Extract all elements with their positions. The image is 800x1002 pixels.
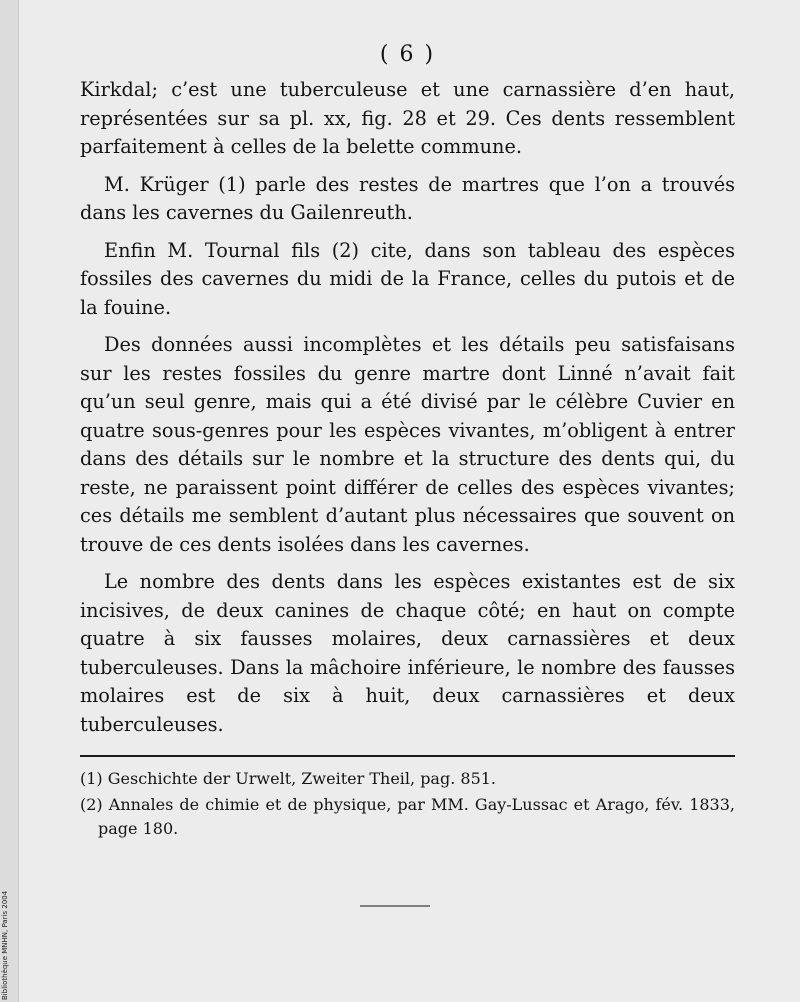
footnote-divider [80, 755, 735, 757]
page-number: ( 6 ) [379, 42, 436, 67]
paragraph: Le nombre des dents dans les espèces existantes est de six incisives, de deux canines de chaque côté; en haut on compte quatre à six fausses molaires, deux carnassières et deux tuberculeuses. Dans la mâchoire inférieure, le nombre des fausses molaires est de six à huit, deux carnassières et deux tuberculeuses. [80, 570, 735, 736]
footnote: (2) Annales de chimie et de physique, par MM. Gay-Lussac et Arago, fév. 1833, page 180. [80, 795, 735, 838]
page-edge [0, 0, 19, 1002]
library-credit: Bibliothèque MNHN, Paris 2004 [1, 890, 9, 1000]
paragraph: Des données aussi incomplètes et les détails peu satisfaisans sur les restes fossiles du genre martre dont Linné n’avait fait qu’un seul genre, mais qui a été divisé par le célèbre Cuvier en quatre sous-genres pour les espèces vivantes, m’obligent à entrer dans des détails sur le nombre et la structure des dents qui, du reste, ne paraissent point différer de celles des espèces vivantes; ces détails me semblent d’autant plus nécessaires que souvent on trouve de ces dents isolées dans les cavernes. [80, 333, 735, 556]
footnote: (1) Geschichte der Urwelt, Zweiter Theil, pag. 851. [80, 769, 497, 788]
paragraph: Enfin M. Tournal fils (2) cite, dans son tableau des espèces fossiles des cavernes du midi de la France, celles du putois et de la fouine. [80, 238, 735, 319]
paragraph: Kirkdal; c’est une tuberculeuse et une carnassière d’en haut, représentées sur sa pl. xx, fig. 28 et 29. Ces dents ressemblent parfaitement à celles de la belette commune. [80, 78, 735, 158]
paragraph: M. Krüger (1) parle des restes de martres que l’on a trouvés dans les cavernes du Gailenreuth. [80, 172, 735, 224]
document-page [80, 40, 735, 980]
